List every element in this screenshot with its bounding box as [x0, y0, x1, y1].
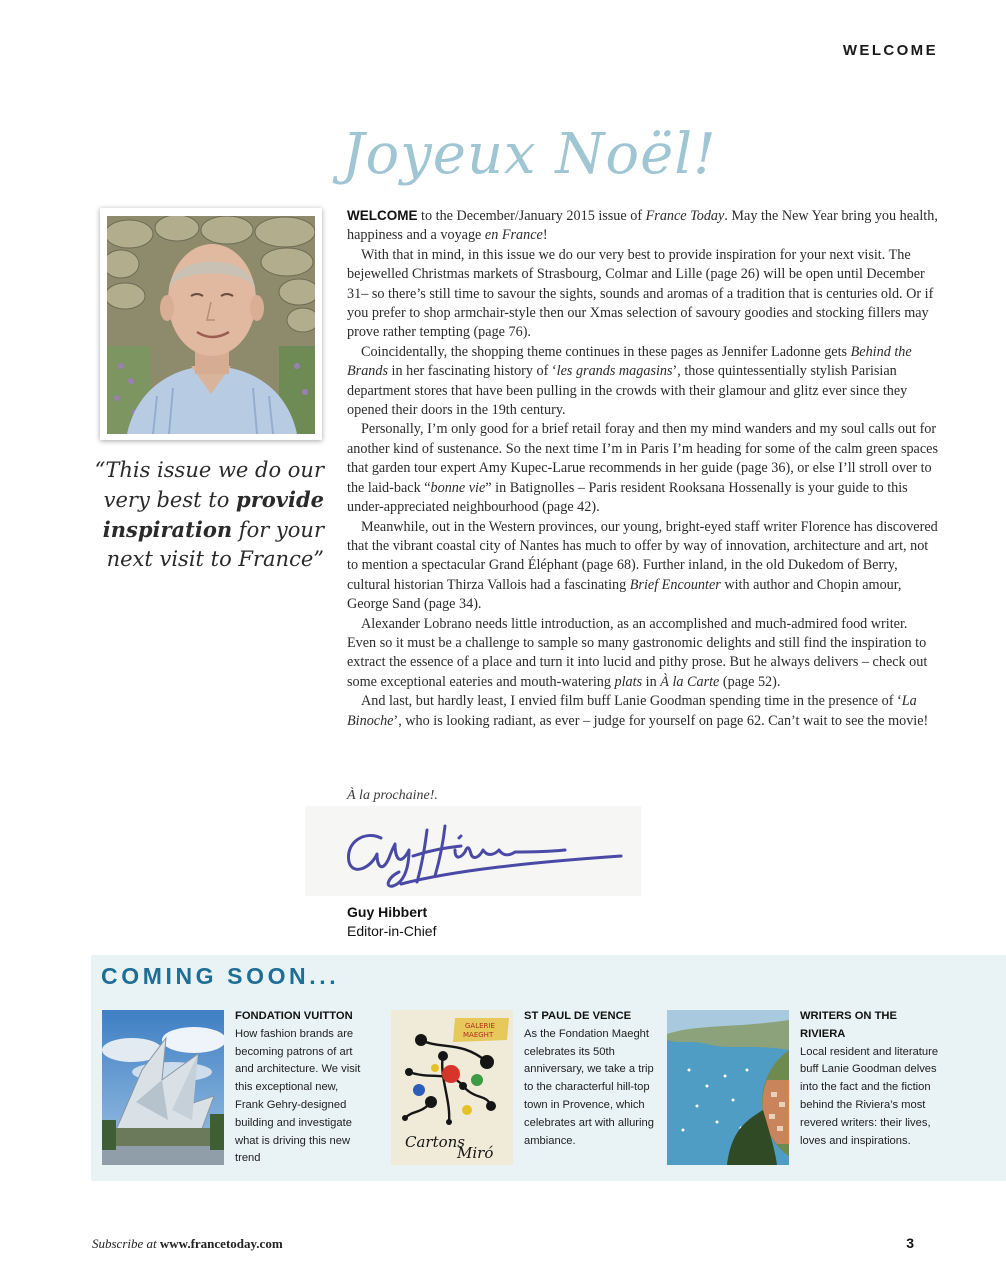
letter-paragraph: With that in mind, in this issue we do our very best to provide inspiration for your next visit. The bejewelled Christmas markets of Strasbourg, Colmar and Lille (page 26) will be open until December 31– so there’s still time to savour the sights, sounds and aromas of a tradition that is centuries old. Or if you prefer to shop armchair-style then our Xmas selection of savoury goodies and stocking fillers may prove rather tempting (page 76).	[347, 246, 934, 341]
footer-subscribe: Subscribe at www.francetoday.com	[92, 1236, 283, 1251]
fondation-vuitton-photo	[102, 1010, 224, 1165]
author-name: Guy Hibbert	[347, 904, 428, 920]
letter-paragraph: And last, but hardly least, I envied film buff Lanie Goodman spending time in the presence of ‘La Binoche’, who is looking radiant, as ever – judge for yourself on page 62. Can’t wait to see the movie!	[347, 693, 929, 729]
signature	[305, 806, 641, 896]
svg-text:MAEGHT: MAEGHT	[463, 1031, 494, 1039]
editor-letter	[347, 206, 939, 731]
svg-text:Cartons: Cartons	[405, 1133, 466, 1151]
section-label: WELCOME	[842, 42, 938, 59]
sign-off: À la prochaine!.	[347, 788, 438, 803]
editor-photo	[100, 208, 322, 440]
miro-poster-photo	[391, 1010, 513, 1165]
letter-paragraph: Personally, I’m only good for a brief retail foray and then my mind wanders and my soul calls out for another kind of sustenance. So the next time I’m in Paris I’m heading for some of the calm green spaces that garden tour expert Amy Kupec-Larue recommends in her guide (page 36), or else I’ll stroll over to the laid-back “bonne vie” in Batignolles – Paris resident Rooksana Hossenally is your guide to this under-appreciated neighbourhood (page 42).	[347, 421, 938, 516]
card-description: Local resident and literature buff Lanie Goodman delves into the fact and the fiction behind the Riviera’s most revered writers: their lives, loves and inspirations.	[800, 1045, 939, 1147]
letter-paragraph: WELCOME to the December/January 2015 issue of France Today. May the New Year bring you health, happiness and a voyage en France!	[347, 208, 938, 244]
card-st-paul-de-vence	[524, 1008, 654, 1150]
author-role: Editor-in-Chief	[347, 923, 437, 939]
svg-text:Miró: Miró	[457, 1144, 494, 1162]
card-description: As the Fondation Maeght celebrates its 50th anniversary, we take a trip to the characterful hill-top town in Provence, which celebrates art with alluring ambiance.	[524, 1027, 654, 1147]
card-title: ST PAUL DE VENCE	[524, 1010, 632, 1022]
letter-paragraph: Alexander Lobrano needs little introduction, as an accomplished and much-admired food writer. Even so it must be a challenge to sample so many gastronomic delights and still find the inspiration to extract the essence of a place and turn it into lucid and pithy prose. But he always delivers – check out some exceptional eateries and mouth-watering plats in À la Carte (page 52).	[347, 615, 928, 690]
card-fondation-vuitton	[235, 1008, 369, 1168]
card-title: WRITERS ON THE RIVIERA	[800, 1010, 897, 1040]
riviera-photo	[667, 1010, 789, 1165]
card-description: How fashion brands are becoming patrons of art and architecture. We visit this exceptional new, Frank Gehry-designed building and investigate what is driving this new trend	[235, 1027, 361, 1165]
svg-text:GALERIE: GALERIE	[465, 1022, 495, 1030]
page-number: 3	[906, 1235, 914, 1251]
footer-url[interactable]: www.francetoday.com	[159, 1236, 283, 1251]
card-title: FONDATION VUITTON	[235, 1010, 353, 1022]
coming-soon-title: COMING SOON...	[101, 963, 340, 989]
letter-paragraph: Meanwhile, out in the Western provinces, our young, bright-eyed staff writer Florence has discovered that the vibrant coastal city of Nantes has much to offer by way of innovation, architecture and art, not to mention a spectacular Grand Éléphant (page 68). Further inland, in the old Dukedom of Berry, cultural historian Thirza Vallois had a fascinating Brief Encounter with author and Chopin amour, George Sand (page 34).	[347, 518, 938, 613]
letter-paragraph: Coincidentally, the shopping theme continues in these pages as Jennifer Ladonne gets Behind the Brands in her fascinating history of ‘les grands magasins’, those quintessentially stylish Parisian department stores that have been pulling in the crowds with their glamour and glitz ever since they opened their doors in the 19th century.	[347, 343, 912, 419]
headline: Joyeux Noël!	[342, 122, 717, 187]
card-writers-on-the-riviera	[800, 1008, 940, 1150]
pull-quote: “This issue we do our very best to provide inspiration for your next visit to France”	[94, 458, 324, 571]
